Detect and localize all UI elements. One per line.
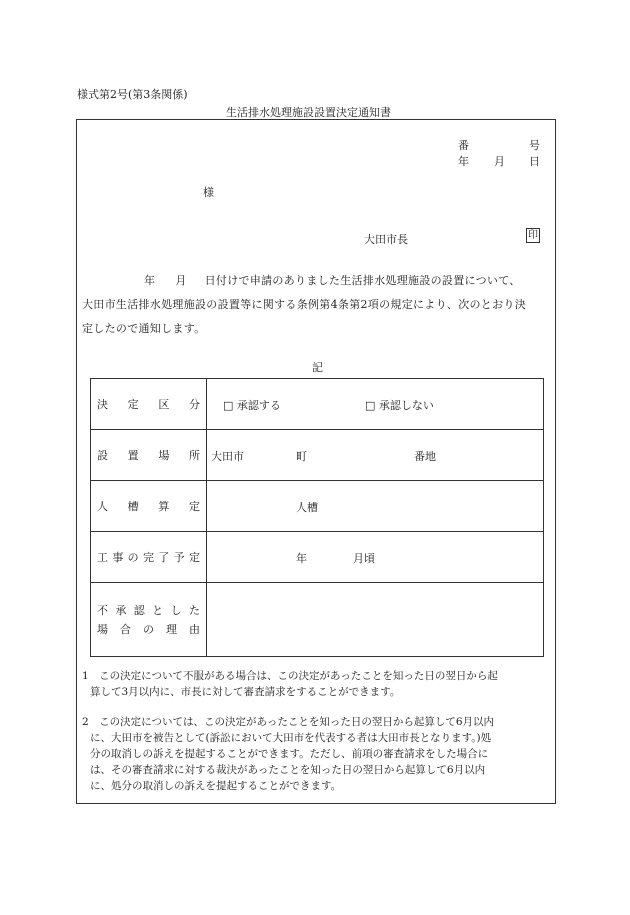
- disapprove-checkbox[interactable]: □ 承認しない: [365, 399, 434, 412]
- date-year: 年: [458, 155, 469, 168]
- note2-line2: に、大田市を被告として(訴訟において大田市を代表する者は大田市長となります。)処: [90, 732, 492, 744]
- row-reason: [91, 583, 544, 657]
- label-decision: 決 定 区 分: [91, 379, 207, 430]
- reason-cell: [207, 583, 544, 657]
- note1-line1: 1 この決定について不服がある場合は、この決定があったことを知った日の翌日から起: [82, 670, 498, 682]
- approve-checkbox[interactable]: □ 承認する: [223, 399, 281, 412]
- row-persons: [91, 481, 544, 532]
- label-reason: 不 承 認 と し た 場 合 の 理 由: [91, 583, 207, 657]
- note2-line5: に、処分の取消しの訴えを提起することができます。: [90, 780, 342, 792]
- label-location: 設 置 場 所: [91, 430, 207, 481]
- decision-table: [90, 378, 544, 657]
- location-lot: 番地: [414, 450, 436, 463]
- date-day: 日: [529, 155, 540, 168]
- location-town: 町: [296, 450, 307, 463]
- document-title: 生活排水処理施設設置決定通知書: [226, 106, 391, 119]
- number-label: 番: [458, 139, 469, 152]
- row-decision: [91, 379, 544, 430]
- body-text-1: 日付けで申請のありました生活排水処理施設の設置について、: [204, 274, 521, 287]
- label-persons: 人 槽 算 定: [91, 481, 207, 532]
- addressee-suffix: 様: [203, 186, 214, 199]
- note2-line4: は、その審査請求に対する裁決があったことを知った日の翌日から起算して6月以内: [90, 764, 486, 776]
- location-cell: [207, 430, 544, 481]
- form-label: 様式第2号(第3条関係): [77, 88, 188, 101]
- body-year: 年: [144, 274, 156, 287]
- completion-month: 月頃: [353, 552, 375, 565]
- body-line-3: 定したので通知します。: [82, 322, 206, 335]
- body-month: 月: [175, 274, 187, 287]
- ki-heading: 記: [312, 361, 323, 374]
- issuer-name: 大田市長: [364, 233, 408, 246]
- body-line-1: [82, 270, 521, 292]
- completion-year: 年: [296, 552, 307, 565]
- date-month: 月: [494, 155, 505, 168]
- note2-line3: 分の取消しの訴えを提起することができます。ただし、前項の審査請求をした場合に: [90, 748, 489, 760]
- label-completion: 工 事 の 完 了 予 定: [91, 532, 207, 583]
- location-city: 大田市: [211, 450, 244, 463]
- seal-stamp: 印: [528, 230, 538, 241]
- row-completion: [91, 532, 544, 583]
- completion-cell: [207, 532, 544, 583]
- note2-line1: 2 この決定については、この決定があったことを知った日の翌日から起算して6月以内: [82, 716, 495, 728]
- row-location: [91, 430, 544, 481]
- note1-line2: 算して3月以内に、市長に対して審査請求をすることができます。: [90, 686, 401, 698]
- number-suffix: 号: [529, 139, 540, 152]
- persons-unit: 人槽: [296, 501, 318, 514]
- persons-cell: [207, 481, 544, 532]
- decision-cell: [207, 379, 544, 430]
- body-line-2: 大田市生活排水処理施設の設置等に関する条例第4条第2項の規定により、次のとおり決: [82, 298, 526, 311]
